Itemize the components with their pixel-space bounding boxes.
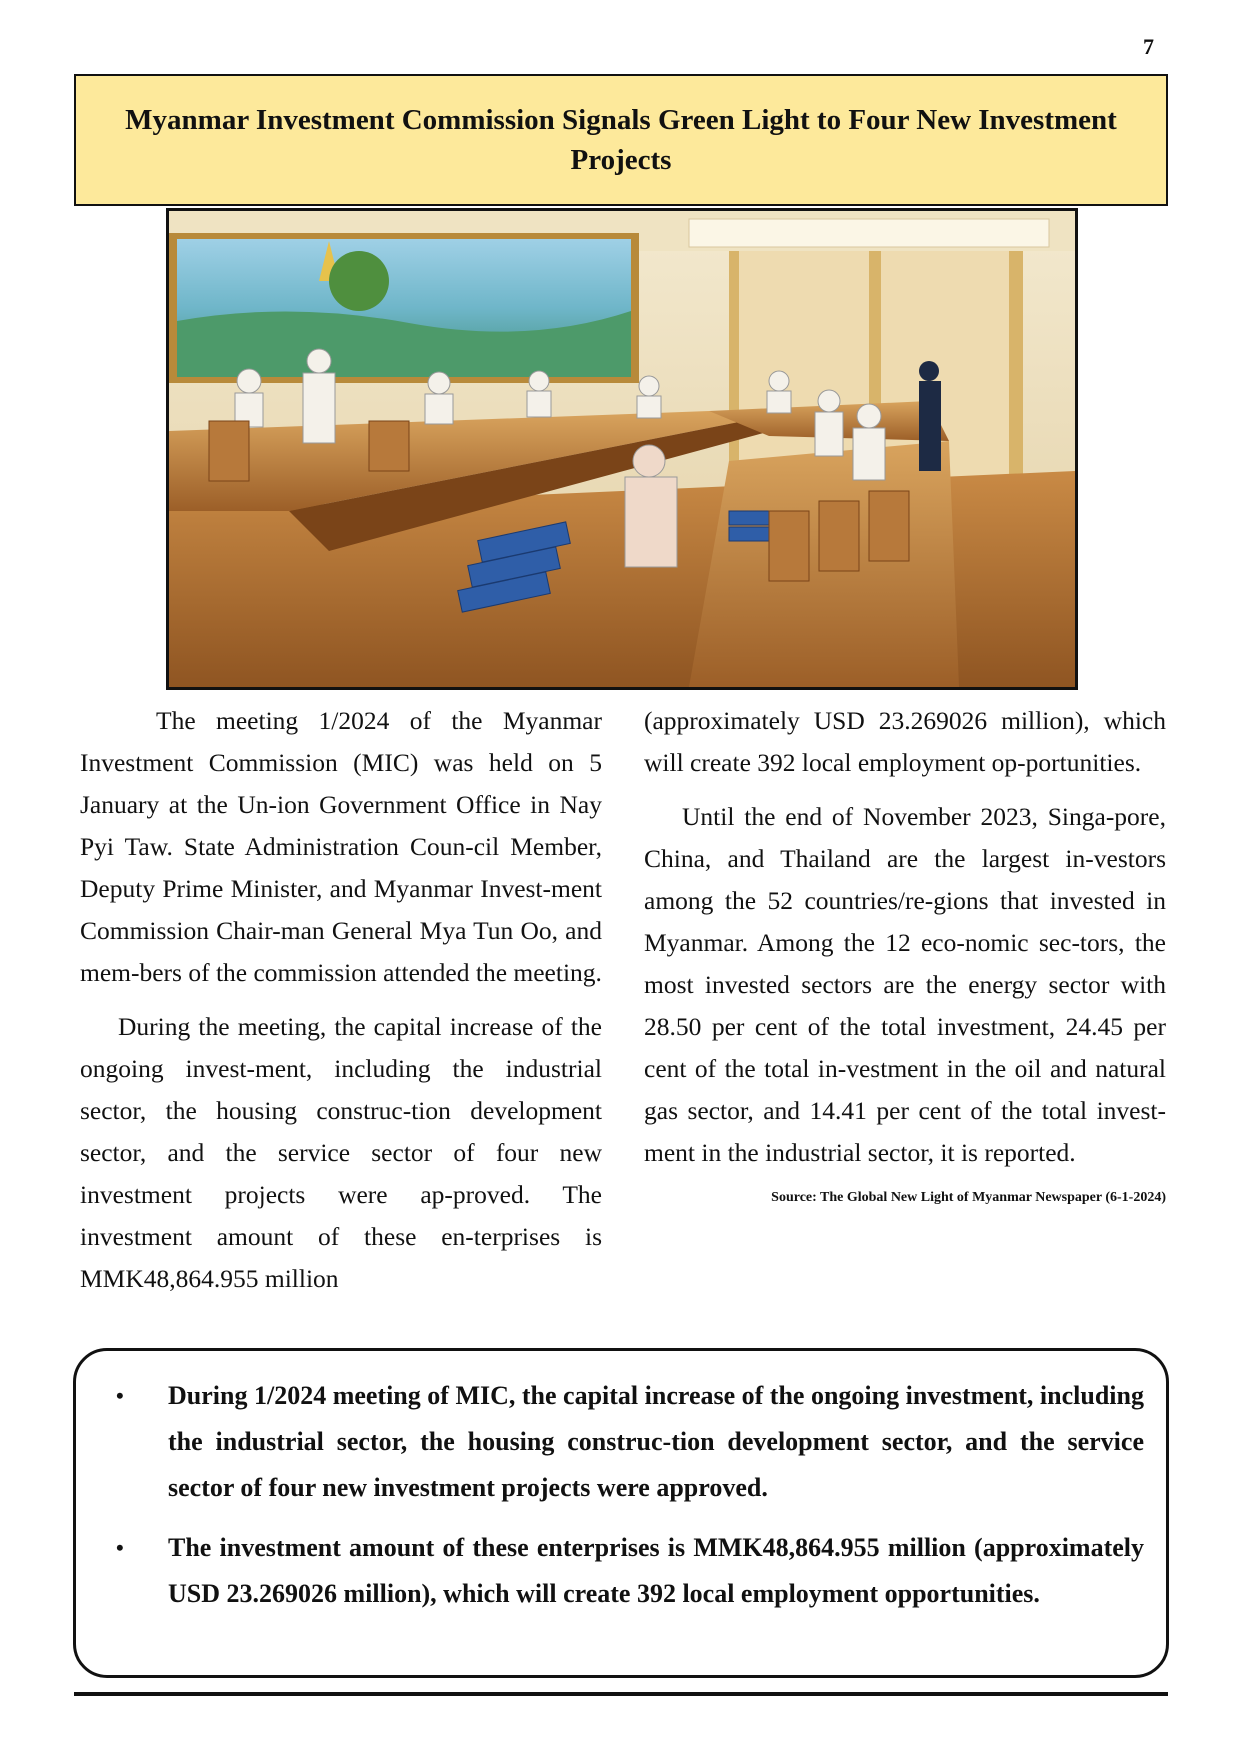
summary-item — [112, 1525, 1144, 1617]
article-title: Myanmar Investment Commission Signals Green Light to Four New Investment Projects — [125, 104, 1117, 176]
meeting-photo — [166, 208, 1078, 690]
paragraph: The meeting 1/2024 of the Myanmar Investment Commission (MIC) was held on 5 January at the Un-ion Government Office in Nay Pyi Taw. State Administration Coun-cil Member, Deputy Prime Minister, and Myanmar Invest-ment Commission Chair-man General Mya Tun Oo, and mem-bers of the commission attended the meeting. — [80, 706, 602, 987]
bullet-icon: • — [116, 1535, 124, 1560]
paragraph: (approximately USD 23.269026 million), which will create 392 local employment op-portunities. — [644, 706, 1166, 777]
summary-list — [112, 1373, 1144, 1617]
paragraph: Until the end of November 2023, Singa-pore, China, and Thailand are the largest in-vestors among the 52 countries/re-gions that invested in Myanmar. Among the 12 eco-nomic sec-tors, the most invested sectors are the energy sector with 28.50 per cent of the total investment, 24.45 per cent of the total in-vestment in the oil and natural gas sector, and 14.41 per cent of the total invest-ment in the industrial sector, it is reported. — [644, 802, 1166, 1167]
left-column — [80, 700, 602, 1312]
title-box — [74, 74, 1168, 206]
summary-text: During 1/2024 meeting of MIC, the capital increase of the ongoing investment, including the industrial sector, the housing construc-tion development sector, and the service sector of four new investment projects were approved. — [168, 1381, 1144, 1502]
summary-text: The investment amount of these enterprises is MMK48,864.955 million (approximately USD 23.269026 million), which will create 392 local employment opportunities. — [168, 1533, 1144, 1608]
paragraph: During the meeting, the capital increase of the ongoing invest-ment, including the industrial sector, the housing construc-tion development sector, and the service sector of four new investment projects were ap-proved. The investment amount of these en-terprises is MMK48,864.955 million — [80, 1012, 602, 1293]
article-body — [80, 700, 1166, 1312]
bullet-icon: • — [116, 1383, 124, 1408]
bottom-divider — [74, 1692, 1168, 1696]
right-column — [644, 700, 1166, 1312]
summary-item — [112, 1373, 1144, 1511]
meeting-photo-illustration — [169, 211, 1075, 687]
source-citation: Source: The Global New Light of Myanmar Newspaper (6-1-2024) — [771, 1190, 1166, 1205]
page-number: 7 — [1143, 34, 1154, 59]
summary-box — [73, 1348, 1169, 1678]
